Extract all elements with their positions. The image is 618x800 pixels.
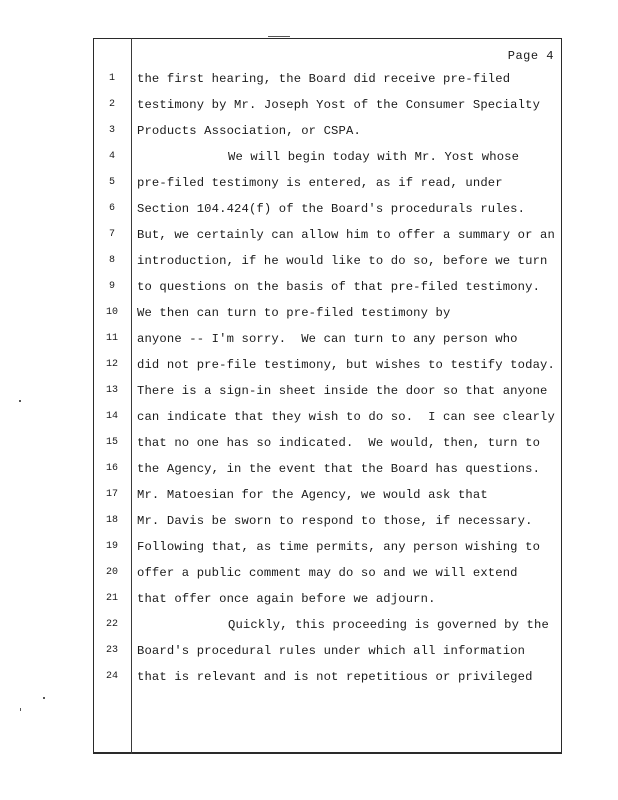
scan-speck bbox=[20, 708, 21, 711]
line-text: There is a sign-in sheet inside the door so that anyone bbox=[137, 384, 548, 398]
transcript-line bbox=[0, 404, 618, 430]
transcript-line bbox=[0, 248, 618, 274]
line-text: that is relevant and is not repetitious or privileged bbox=[137, 670, 533, 684]
line-number: 6 bbox=[108, 203, 115, 214]
scan-speck bbox=[43, 697, 45, 699]
transcript-line bbox=[0, 430, 618, 456]
line-number: 17 bbox=[105, 489, 118, 500]
transcript-line bbox=[0, 664, 618, 690]
line-number: 23 bbox=[105, 645, 118, 656]
line-text: testimony by Mr. Joseph Yost of the Consumer Specialty bbox=[137, 98, 541, 112]
line-text: that offer once again before we adjourn. bbox=[137, 592, 436, 606]
line-number: 3 bbox=[108, 125, 115, 136]
line-text: Mr. Matoesian for the Agency, we would ask that bbox=[137, 488, 488, 502]
line-number: 13 bbox=[105, 385, 118, 396]
line-text: to questions on the basis of that pre-filed testimony. bbox=[137, 280, 541, 294]
transcript-line bbox=[0, 170, 618, 196]
transcript-line bbox=[0, 378, 618, 404]
line-text: can indicate that they wish to do so. I can see clearly bbox=[137, 410, 555, 424]
line-number: 7 bbox=[108, 229, 115, 240]
transcript-line bbox=[0, 66, 618, 92]
transcript-line bbox=[0, 534, 618, 560]
line-text: the Agency, in the event that the Board has questions. bbox=[137, 462, 541, 476]
line-text: Quickly, this proceeding is governed by the bbox=[228, 618, 549, 632]
line-text: Following that, as time permits, any person wishing to bbox=[137, 540, 541, 554]
transcript-line bbox=[0, 118, 618, 144]
transcript-line bbox=[0, 300, 618, 326]
line-number: 19 bbox=[105, 541, 118, 552]
transcript-line bbox=[0, 508, 618, 534]
line-number: 9 bbox=[108, 281, 115, 292]
line-text: pre-filed testimony is entered, as if read, under bbox=[137, 176, 503, 190]
transcript-line bbox=[0, 586, 618, 612]
transcript-line bbox=[0, 612, 618, 638]
line-text: We will begin today with Mr. Yost whose bbox=[228, 150, 520, 164]
transcript-line bbox=[0, 196, 618, 222]
page-number-label: Page 4 bbox=[507, 49, 554, 63]
scan-speck bbox=[19, 400, 21, 402]
transcript-line bbox=[0, 144, 618, 170]
line-text: the first hearing, the Board did receive pre-filed bbox=[137, 72, 511, 86]
line-number: 12 bbox=[105, 359, 118, 370]
scan-speck bbox=[268, 36, 290, 37]
line-text: We then can turn to pre-filed testimony by bbox=[137, 306, 451, 320]
line-number: 20 bbox=[105, 567, 118, 578]
line-number: 15 bbox=[105, 437, 118, 448]
line-number: 14 bbox=[105, 411, 118, 422]
line-text: did not pre-file testimony, but wishes to testify today. bbox=[137, 358, 555, 372]
line-text: Board's procedural rules under which all information bbox=[137, 644, 526, 658]
line-number: 16 bbox=[105, 463, 118, 474]
transcript-line bbox=[0, 638, 618, 664]
line-number: 24 bbox=[105, 671, 118, 682]
transcript-line bbox=[0, 482, 618, 508]
line-number: 4 bbox=[108, 151, 115, 162]
line-number: 22 bbox=[105, 619, 118, 630]
line-text: But, we certainly can allow him to offer a summary or an bbox=[137, 228, 555, 242]
transcript-line bbox=[0, 222, 618, 248]
transcript-line bbox=[0, 274, 618, 300]
line-text: Section 104.424(f) of the Board's procedurals rules. bbox=[137, 202, 526, 216]
line-text: introduction, if he would like to do so, before we turn bbox=[137, 254, 548, 268]
line-number: 1 bbox=[108, 73, 115, 84]
transcript-line bbox=[0, 560, 618, 586]
line-number: 8 bbox=[108, 255, 115, 266]
line-number: 11 bbox=[105, 333, 118, 344]
line-number: 5 bbox=[108, 177, 115, 188]
line-text: offer a public comment may do so and we will extend bbox=[137, 566, 518, 580]
line-text: that no one has so indicated. We would, then, turn to bbox=[137, 436, 541, 450]
transcript-line bbox=[0, 92, 618, 118]
transcript-line bbox=[0, 456, 618, 482]
line-number: 18 bbox=[105, 515, 118, 526]
line-number: 10 bbox=[105, 307, 118, 318]
line-text: Mr. Davis be sworn to respond to those, if necessary. bbox=[137, 514, 533, 528]
line-text: anyone -- I'm sorry. We can turn to any person who bbox=[137, 332, 518, 346]
line-text: Products Association, or CSPA. bbox=[137, 124, 361, 138]
line-number: 21 bbox=[105, 593, 118, 604]
transcript-line bbox=[0, 326, 618, 352]
line-number: 2 bbox=[108, 99, 115, 110]
transcript-line bbox=[0, 352, 618, 378]
